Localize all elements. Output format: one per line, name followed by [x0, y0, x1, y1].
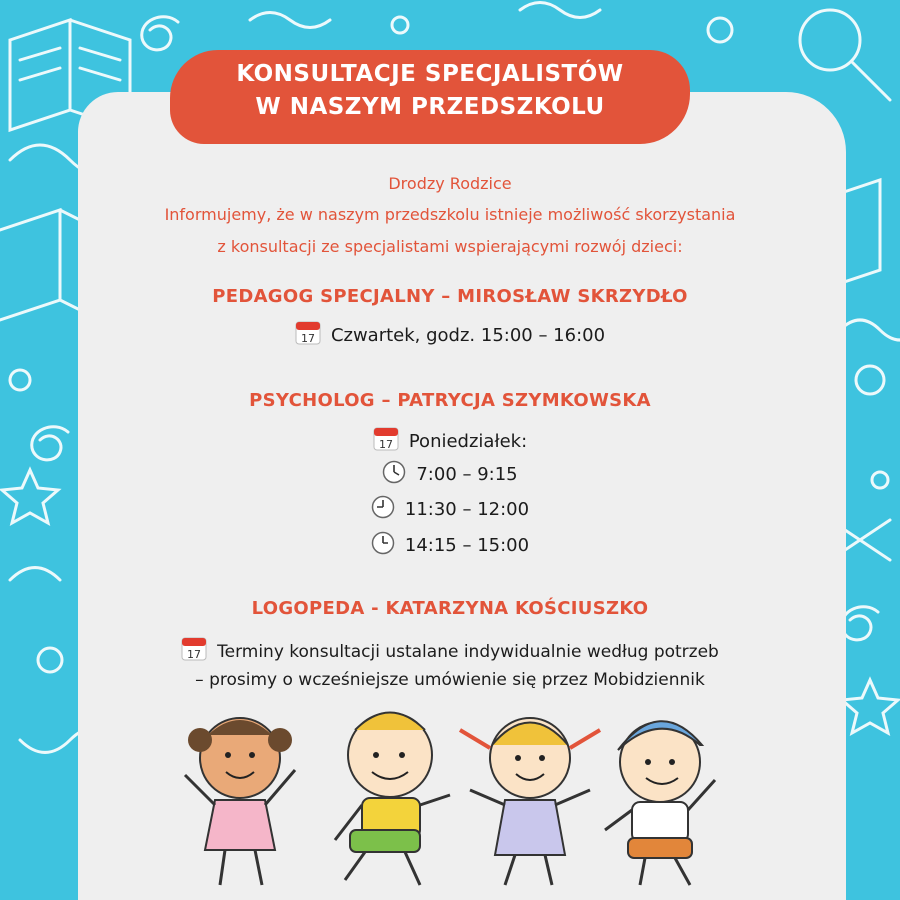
psycholog-slot-1 — [0, 460, 900, 485]
slot-text: 14:15 – 15:00 — [404, 535, 530, 556]
logopeda-line-1 — [0, 635, 900, 662]
greeting: Drodzy Rodzice — [388, 174, 512, 193]
page-title — [170, 58, 690, 124]
psycholog-slot-3 — [0, 531, 900, 556]
psycholog-heading: PSYCHOLOG – PATRYCJA SZYMKOWSKA — [249, 390, 651, 411]
clock-icon — [371, 495, 395, 519]
calendar-day-label: 17 — [300, 332, 315, 345]
title-line-1: KONSULTACJE SPECJALISTÓW — [236, 61, 624, 87]
calendar-icon — [181, 635, 207, 661]
calendar-day-label: 17 — [187, 648, 202, 661]
slot-text: 11:30 – 12:00 — [404, 499, 530, 520]
logopeda-heading: LOGOPEDA - KATARZYNA KOŚCIUSZKO — [251, 598, 649, 619]
intro-line-2: z konsultacji ze specjalistami wspierającymi rozwój dzieci: — [217, 237, 683, 256]
boy-figure-1 — [335, 713, 450, 886]
pedagog-schedule-text: Czwartek, godz. 15:00 – 16:00 — [330, 325, 606, 346]
pedagog-heading: PEDAGOG SPECJALNY – MIROSŁAW SKRZYDŁO — [212, 286, 688, 307]
children-illustration — [0, 700, 900, 900]
calendar-icon — [295, 319, 321, 345]
title-line-2: W NASZYM PRZEDSZKOLU — [255, 94, 605, 120]
pedagog-schedule — [0, 319, 900, 346]
girl-figure-2 — [460, 718, 600, 885]
psycholog-day-text: Poniedziałek: — [408, 431, 528, 452]
boy-figure-2 — [605, 721, 715, 885]
psycholog-day — [0, 425, 900, 452]
slot-text: 7:00 – 9:15 — [416, 464, 518, 485]
clock-icon — [371, 531, 395, 555]
girl-figure-1 — [185, 718, 295, 885]
calendar-icon — [373, 425, 399, 451]
logopeda-line-1-text: Terminy konsultacji ustalane indywidualnie według potrzeb — [217, 642, 719, 662]
intro-line-1: Informujemy, że w naszym przedszkolu istnieje możliwość skorzystania — [164, 205, 736, 224]
logopeda-line-2: – prosimy o wcześniejsze umówienie się przez Mobidziennik — [195, 670, 705, 690]
clock-icon — [382, 460, 406, 484]
calendar-day-label: 17 — [378, 438, 393, 451]
psycholog-slot-2 — [0, 495, 900, 520]
